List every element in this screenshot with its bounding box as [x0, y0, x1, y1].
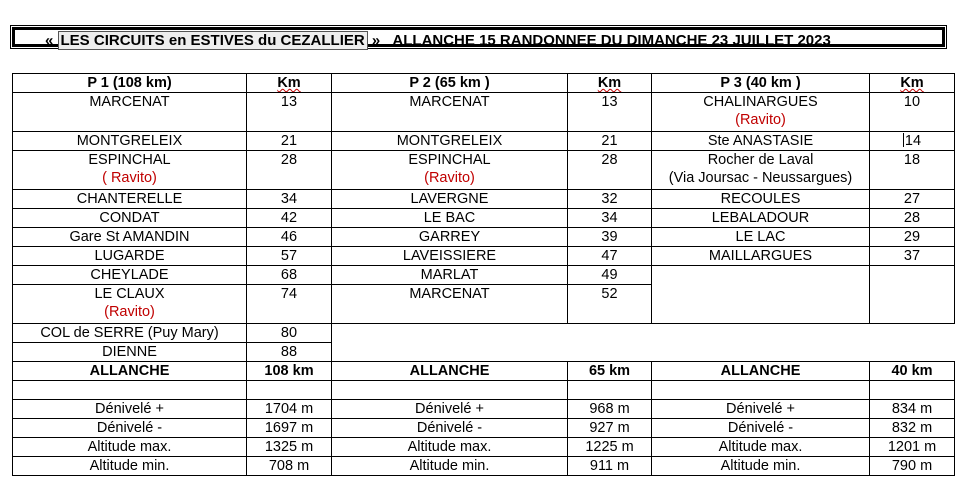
- table-cell: Altitude min.: [652, 457, 870, 476]
- header-p3: P 3 (40 km ): [652, 74, 870, 93]
- table-cell: 18: [870, 151, 955, 190]
- table-row: [13, 266, 955, 285]
- table-cell: 37: [870, 247, 955, 266]
- table-cell: 790 m: [870, 457, 955, 476]
- cell-km: 13: [568, 93, 652, 132]
- table-cell: 34: [568, 209, 652, 228]
- table-cell: ESPINCHAL ( Ravito): [13, 151, 247, 190]
- table-cell: CONDAT: [13, 209, 247, 228]
- table-cell: Dénivelé -: [13, 419, 247, 438]
- table-cell: 28: [247, 151, 332, 190]
- table-cell: [247, 381, 332, 400]
- table-cell: 39: [568, 228, 652, 247]
- circuits-table: [12, 73, 955, 476]
- table-cell: 80: [247, 324, 332, 343]
- table-cell: 1697 m: [247, 419, 332, 438]
- table-cell: 1201 m: [870, 438, 955, 457]
- stats-row: [13, 438, 955, 457]
- table-cell: [652, 381, 870, 400]
- spacer-row: [13, 381, 955, 400]
- table-cell: Altitude min.: [332, 457, 568, 476]
- table-cell: LUGARDE: [13, 247, 247, 266]
- table-cell: Ste ANASTASIE: [652, 132, 870, 151]
- table-cell: 52: [568, 285, 652, 324]
- table-cell: ALLANCHE: [332, 362, 568, 381]
- table-cell: MARLAT: [332, 266, 568, 285]
- table-cell: Altitude min.: [13, 457, 247, 476]
- table-cell: 65 km: [568, 362, 652, 381]
- table-cell: 29: [870, 228, 955, 247]
- table-row: [13, 228, 955, 247]
- cell-km: 10: [870, 93, 955, 132]
- table-cell: MONTGRELEIX: [13, 132, 247, 151]
- table-cell: 911 m: [568, 457, 652, 476]
- table-cell: 74: [247, 285, 332, 324]
- table-cell: LAVEISSIERE: [332, 247, 568, 266]
- table-cell: 28: [870, 209, 955, 228]
- table-cell: CHEYLADE: [13, 266, 247, 285]
- table-cell: 32: [568, 190, 652, 209]
- table-cell: LAVERGNE: [332, 190, 568, 209]
- header-km-3: Km: [870, 74, 955, 93]
- table-cell: 47: [568, 247, 652, 266]
- cell-p3: CHALINARGUES (Ravito): [652, 93, 870, 132]
- stats-row: [13, 457, 955, 476]
- cell-km: 13: [247, 93, 332, 132]
- table-cell: Dénivelé +: [332, 400, 568, 419]
- table-cell: Dénivelé -: [332, 419, 568, 438]
- table-row: [13, 190, 955, 209]
- table-cell: Altitude max.: [652, 438, 870, 457]
- table-cell: RECOULES: [652, 190, 870, 209]
- table-cell: [332, 324, 955, 362]
- table-cell: 708 m: [247, 457, 332, 476]
- table-cell: 28: [568, 151, 652, 190]
- table-cell: 1704 m: [247, 400, 332, 419]
- table-cell: 968 m: [568, 400, 652, 419]
- table-cell: MAILLARGUES: [652, 247, 870, 266]
- table-cell: 1225 m: [568, 438, 652, 457]
- table-cell: 108 km: [247, 362, 332, 381]
- table-cell: 21: [247, 132, 332, 151]
- table-cell: ALLANCHE: [13, 362, 247, 381]
- table-cell: Dénivelé -: [652, 419, 870, 438]
- table-cell: ESPINCHAL (Ravito): [332, 151, 568, 190]
- title-rest: ALLANCHE 15 RANDONNEE DU DIMANCHE 23 JUILLET 2023: [392, 32, 831, 49]
- table-cell: Altitude max.: [332, 438, 568, 457]
- table-cell: 834 m: [870, 400, 955, 419]
- table-cell: 34: [247, 190, 332, 209]
- table-cell: MONTGRELEIX: [332, 132, 568, 151]
- table-row: [13, 247, 955, 266]
- title-box: [10, 25, 947, 49]
- table-row: [13, 209, 955, 228]
- table-cell: Gare St AMANDIN: [13, 228, 247, 247]
- table-cell: 40 km: [870, 362, 955, 381]
- table-cell: DIENNE: [13, 343, 247, 362]
- header-row: [13, 74, 955, 93]
- cell-km-edit[interactable]: 14: [870, 132, 955, 151]
- stats-row: [13, 400, 955, 419]
- table-cell: 21: [568, 132, 652, 151]
- table-cell: Dénivelé +: [652, 400, 870, 419]
- table-row: [13, 324, 955, 343]
- table-cell: 49: [568, 266, 652, 285]
- table-cell: [652, 266, 870, 324]
- document-title: « LES CIRCUITS en ESTIVES du CEZALLIER » ALLANCHE 15 RANDONNEE DU DIMANCHE 23 JUILLET 2023: [45, 32, 831, 49]
- title-highlight[interactable]: LES CIRCUITS en ESTIVES du CEZALLIER: [58, 31, 368, 50]
- table-cell: 1325 m: [247, 438, 332, 457]
- table-cell: GARREY: [332, 228, 568, 247]
- table-row: [13, 132, 955, 151]
- table-cell: 68: [247, 266, 332, 285]
- header-p2: P 2 (65 km ): [332, 74, 568, 93]
- table-row: [13, 151, 955, 190]
- table-cell: Altitude max.: [13, 438, 247, 457]
- table-cell: 42: [247, 209, 332, 228]
- stats-row: [13, 419, 955, 438]
- table-cell: 27: [870, 190, 955, 209]
- cell-p2: MARCENAT: [332, 93, 568, 132]
- table-cell: 46: [247, 228, 332, 247]
- cell-p1: MARCENAT: [13, 93, 247, 132]
- table-cell: 88: [247, 343, 332, 362]
- table-cell: [568, 381, 652, 400]
- table-cell: LE CLAUX (Ravito): [13, 285, 247, 324]
- table-cell: [870, 381, 955, 400]
- header-km-2: Km: [568, 74, 652, 93]
- table-cell: MARCENAT: [332, 285, 568, 324]
- table-cell: 832 m: [870, 419, 955, 438]
- table-cell: COL de SERRE (Puy Mary): [13, 324, 247, 343]
- table-cell: 57: [247, 247, 332, 266]
- table-cell: 927 m: [568, 419, 652, 438]
- header-p1: P 1 (108 km): [13, 74, 247, 93]
- table-cell: [13, 381, 247, 400]
- header-km-1: Km: [247, 74, 332, 93]
- table-cell: Rocher de Laval (Via Joursac - Neussargues): [652, 151, 870, 190]
- table-cell: [332, 381, 568, 400]
- finish-row: [13, 362, 955, 381]
- table-cell: LE BAC: [332, 209, 568, 228]
- table-cell: CHANTERELLE: [13, 190, 247, 209]
- table-row: [13, 93, 955, 132]
- table-cell: LE LAC: [652, 228, 870, 247]
- table-cell: ALLANCHE: [652, 362, 870, 381]
- table-cell: LEBALADOUR: [652, 209, 870, 228]
- table-cell: [870, 266, 955, 324]
- table-cell: Dénivelé +: [13, 400, 247, 419]
